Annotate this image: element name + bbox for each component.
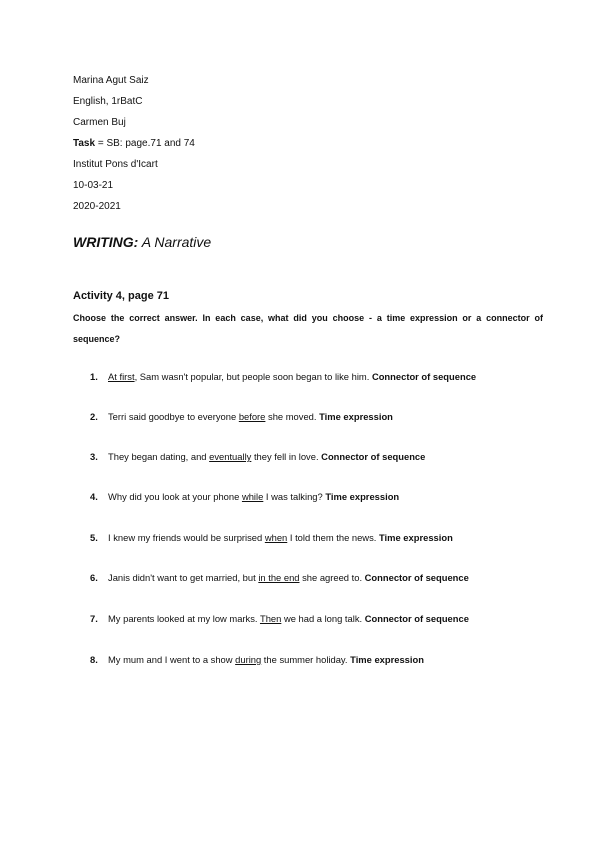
item-text-before: Terri said goodbye to everyone <box>108 411 239 422</box>
item-answer: Time expression <box>325 491 400 502</box>
item-keyword: At first <box>108 371 135 382</box>
list-item <box>90 572 469 583</box>
item-number: 5. <box>90 532 98 543</box>
activity-instruction: Choose the correct answer. In each case, what did you choose - a time expression or a connector of sequence? <box>73 313 543 344</box>
item-keyword: when <box>264 532 288 543</box>
list-item <box>90 491 399 502</box>
list-item <box>90 451 425 462</box>
list-item <box>90 654 424 665</box>
item-keyword: before <box>238 411 266 422</box>
item-answer: Connector of sequence <box>364 572 469 583</box>
item-number: 7. <box>90 613 98 624</box>
student-name: Marina Agut Saiz <box>73 75 149 86</box>
item-text-before: Janis didn't want to get married, but <box>108 572 259 583</box>
title-bold: WRITING: <box>73 234 139 250</box>
task-label: Task <box>73 138 96 149</box>
list-item <box>90 411 393 422</box>
item-number: 6. <box>90 572 98 583</box>
item-text-before: Why did you look at your phone <box>108 491 242 502</box>
date: 10-03-21 <box>73 180 114 191</box>
teacher-name: Carmen Buj <box>73 117 126 128</box>
item-text-after: they fell in love. <box>251 451 322 462</box>
title-rest: A Narrative <box>138 234 212 250</box>
course-name: English, 1rBatC <box>73 96 143 107</box>
school-year: 2020-2021 <box>73 201 121 212</box>
item-text-after: she moved. <box>265 411 320 422</box>
item-keyword: eventually <box>209 451 252 462</box>
item-answer: Connector of sequence <box>364 613 469 624</box>
page-title <box>73 234 211 250</box>
list-item <box>90 613 469 624</box>
item-keyword: Then <box>259 613 282 624</box>
item-answer: Time expression <box>378 532 453 543</box>
item-number: 3. <box>90 451 98 462</box>
item-text-before: They began dating, and <box>108 451 210 462</box>
list-item <box>90 532 453 543</box>
item-text-after: she agreed to. <box>299 572 365 583</box>
task-value: = SB: page.71 and 74 <box>95 138 195 149</box>
item-number: 8. <box>90 654 98 665</box>
item-number: 1. <box>90 371 98 382</box>
item-keyword: during <box>235 654 262 665</box>
item-keyword: in the end <box>258 572 300 583</box>
item-keyword: while <box>241 491 264 502</box>
item-text-after: I was talking? <box>263 491 326 502</box>
item-text-before: I knew my friends would be surprised <box>108 532 265 543</box>
item-answer: Time expression <box>319 411 393 422</box>
item-answer: Connector of sequence <box>371 371 477 382</box>
item-answer: Connector of sequence <box>321 451 426 462</box>
item-text-after: I told them the news. <box>287 532 379 543</box>
activity-heading: Activity 4, page 71 <box>73 290 169 302</box>
list-item <box>90 371 476 382</box>
item-number: 4. <box>90 491 98 502</box>
item-text-before: My mum and I went to a show <box>108 654 236 665</box>
item-text-after: , Sam wasn't popular, but people soon began to like him. <box>134 371 372 382</box>
item-answer: Time expression <box>350 654 424 665</box>
task-line <box>73 138 195 150</box>
item-number: 2. <box>90 411 98 422</box>
item-text-before: My parents looked at my low marks. <box>108 613 260 624</box>
item-text-after: we had a long talk. <box>281 613 365 624</box>
item-text-after: the summer holiday. <box>261 654 351 665</box>
school-name: Institut Pons d'Icart <box>73 159 158 170</box>
